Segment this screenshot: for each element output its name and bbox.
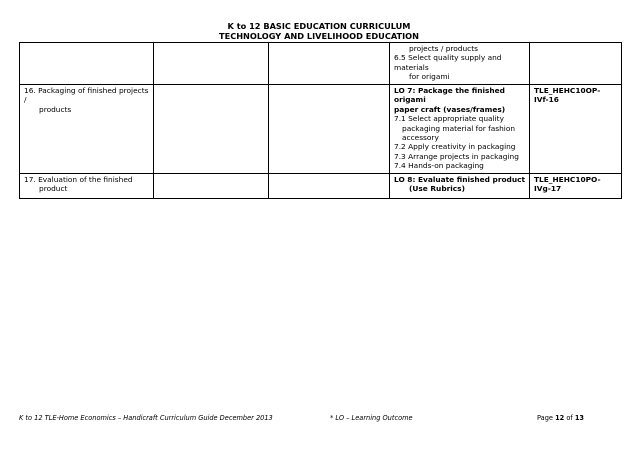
competency-line: 6.5 Select quality supply and materials xyxy=(394,53,502,72)
code-line: IVg-17 xyxy=(534,184,562,194)
learning-competency-cell xyxy=(390,173,530,198)
header-subject-title: TECHNOLOGY AND LIVELIHOOD EDUCATION xyxy=(219,31,419,41)
content-cell xyxy=(20,43,154,85)
performance-standard-cell xyxy=(269,85,390,174)
learning-competency-cell xyxy=(390,85,530,174)
curriculum-table xyxy=(19,42,622,199)
content-standard-cell xyxy=(154,173,269,198)
code-line: TLE_HEHC10PO- xyxy=(534,174,601,184)
curriculum-table-body xyxy=(20,43,622,199)
competency-line: projects / products xyxy=(409,44,478,53)
code-line: IVf-16 xyxy=(534,95,559,105)
performance-standard-cell xyxy=(269,43,390,85)
document-header xyxy=(0,21,638,41)
competency-line: LO 8: Evaluate finished product xyxy=(394,174,526,184)
competency-line: (Use Rubrics) xyxy=(409,184,465,194)
competency-line: 7.4 Hands-on packaging xyxy=(394,161,484,171)
header-curriculum-title: K to 12 BASIC EDUCATION CURRICULUM xyxy=(227,21,411,31)
page-of: of xyxy=(564,414,575,422)
footer-page-number xyxy=(537,414,584,422)
competency-line: 7.1 Select appropriate quality xyxy=(394,114,504,124)
page-total: 13 xyxy=(574,414,584,422)
competency-line: 7.3 Arrange projects in packaging xyxy=(394,151,519,161)
competency-line: for origami xyxy=(409,72,450,82)
content-cell xyxy=(20,85,154,174)
table-row xyxy=(20,85,622,174)
content-line: 17. Evaluation of the finished xyxy=(24,174,133,184)
content-standard-cell xyxy=(154,43,269,85)
content-line: products xyxy=(39,104,72,114)
table-row xyxy=(20,43,622,85)
code-cell xyxy=(530,173,622,198)
content-standard-cell xyxy=(154,85,269,174)
competency-line: LO 7: Package the finished origami xyxy=(394,86,505,105)
competency-line: accessory xyxy=(402,133,439,143)
performance-standard-cell xyxy=(269,173,390,198)
code-cell xyxy=(530,85,622,174)
content-cell xyxy=(20,173,154,198)
page-prefix: Page xyxy=(537,414,556,422)
page-current: 12 xyxy=(555,414,565,422)
footer-lo-note: * LO – Learning Outcome xyxy=(330,414,413,422)
content-line: product xyxy=(39,184,68,194)
footer-guide-title: K to 12 TLE-Home Economics – Handicraft Curriculum Guide December 2013 xyxy=(19,414,273,422)
code-cell xyxy=(530,43,622,85)
code-line: TLE_HEHC10OP- xyxy=(534,86,601,95)
competency-line: 7.2 Apply creativity in packaging xyxy=(394,142,516,152)
content-line: 16. Packaging of finished projects / xyxy=(24,86,149,105)
learning-competency-cell xyxy=(390,43,530,85)
table-row xyxy=(20,173,622,198)
competency-line: packaging material for fashion xyxy=(402,123,516,133)
competency-line: paper craft (vases/frames) xyxy=(394,104,506,114)
